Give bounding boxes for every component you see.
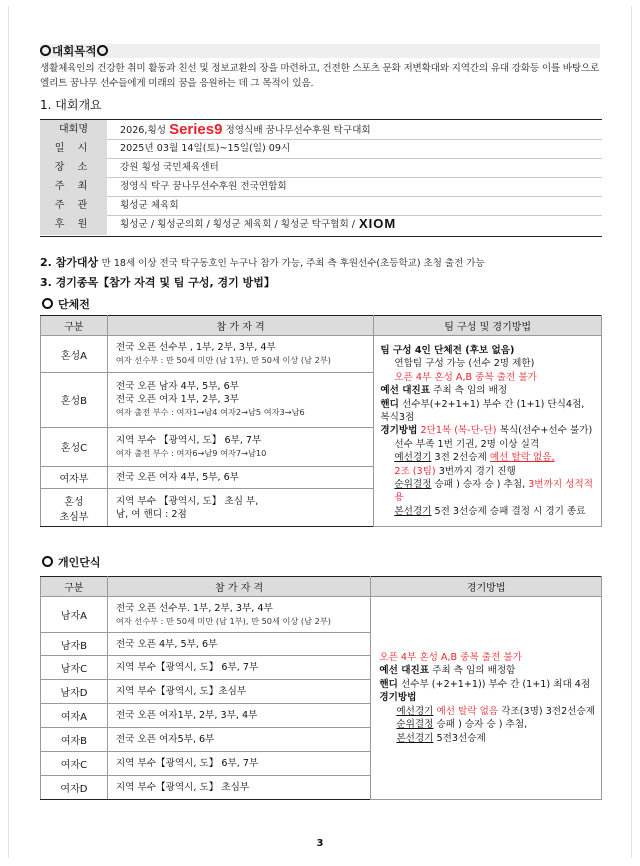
category-cell: 남자B [41, 633, 108, 656]
event-series: Series9 [169, 121, 223, 138]
col-header-eligibility: 참 가 자 격 [107, 316, 373, 336]
eligibility-line: 지역 부수 【광역시, 도】 초심 부, [115, 495, 259, 507]
col-header-eligibility: 참 가 자 격 [107, 577, 370, 597]
category-cell [41, 489, 108, 527]
method-line: 선수 부족 1번 기권, 2명 이상 실격 [394, 438, 540, 450]
event-name-suffix: 정영식배 꿈나무선수후원 탁구대회 [225, 125, 371, 136]
eligibility-cell [107, 373, 373, 428]
purpose-body: 생활체육인의 건강한 취미 활동과 친선 및 정보교환의 장을 마련하고, 건전한 스포츠 문화 저변확대와 지역간의 유대 강화등 이를 바탕으로 엘리트 꿈나무 선수들에게 미래의 꿈을 응원하는 데 그 목적이 있음. [40, 63, 600, 89]
page-number: 3 [316, 838, 324, 849]
team-subheading [42, 298, 90, 312]
circle-bullet-icon [97, 45, 108, 56]
method-line: 핸디 선수부(+2+1+1) 부수 간 (1+1) 단식4점, 복식3점 [380, 398, 585, 424]
overview-value-sponsors [120, 215, 423, 234]
individual-method-cell [371, 597, 602, 800]
eligibility-note: 여자 선수부 : 만 50세 미만 (남 1부), 만 50세 이상 (남 2부) [115, 615, 331, 626]
method-line: 경기방법 [379, 692, 417, 704]
section1-title: 1. 대회개요 [40, 98, 102, 112]
circle-bullet-icon [42, 298, 53, 309]
purpose-heading [40, 44, 600, 58]
overview-row-date [40, 139, 602, 159]
eligibility-cell: 전국 오픈 여자 4부, 5부, 6부 [107, 466, 373, 489]
method-line: 본선경기 5전 3선승제 승패 결정 시 경기 종료 [394, 505, 586, 517]
table-row [41, 597, 602, 633]
method-line: 예선경기 3전 2선승제 예선 탈락 없음, [394, 452, 555, 464]
eligibility-line: 전국 오픈 선수부 , 1부, 2부, 3부, 4부 [115, 342, 276, 353]
eligibility-note: 여자 출전 부수 : 여자6→남9 여자7→남10 [115, 447, 267, 458]
category-cell: 여자B [41, 728, 108, 752]
overview-row-name [40, 120, 602, 140]
method-line: 핸디 선수부 (+2+1+1)) 부수 간 (1+1) 최대 4점 [379, 678, 591, 690]
overview-label: 일 시 [40, 139, 107, 158]
overview-label: 주 최 [40, 177, 107, 196]
method-line: 예선 대진표 주최 측 임의 배정함 [379, 665, 516, 677]
method-line: 오픈 4부 혼성 A,B 중복 출전 불가 [394, 371, 537, 383]
category-cell: 혼성B [41, 373, 108, 428]
team-subtitle: 단체전 [58, 298, 90, 311]
eligibility-cell: 전국 오픈 여자5부, 6부 [107, 728, 370, 752]
eligibility-cell: 전국 오픈 4부, 5부, 6부 [107, 633, 370, 656]
overview-value: 횡성군 체육회 [120, 200, 179, 211]
overview-bottom-rule [40, 236, 602, 237]
method-line: 연합팀 구성 가능 (선수 2명 제한) [394, 358, 535, 370]
method-line: 본선경기 5전3선승제 [396, 732, 486, 744]
category-cell: 혼성C [41, 427, 108, 466]
method-line: 2조 (3팀) 3번까지 경기 진행 [394, 465, 516, 477]
eligibility-line: 전국 오픈 남자 4부, 5부, 6부 [115, 381, 239, 393]
method-line: 예선 대진표 주최 측 임의 배정 [380, 385, 508, 397]
category-cell: 여자A [41, 704, 108, 728]
eligibility-line: 전국 오픈 선수부. 1부, 2부, 3부, 4부 [115, 602, 273, 614]
method-line: 예선경기 예선 탈락 없음 각조(3명) 3전2선승제 [396, 705, 595, 717]
eligibility-cell [107, 597, 370, 633]
overview-row-host [40, 177, 602, 197]
sponsor-list: 횡성군 / 횡성군의회 / 횡성군 체육회 / 횡성군 탁구협회 / [120, 219, 355, 230]
category-cell: 여자D [41, 776, 108, 800]
event-name-prefix: 2026,횡성 [120, 125, 166, 136]
overview-label: 후 원 [40, 215, 107, 235]
table-row [41, 336, 602, 373]
individual-table-header [41, 577, 602, 597]
team-method-cell [374, 336, 602, 527]
overview-label: 장 소 [40, 158, 107, 177]
eligibility-cell: 지역 부수【광역시, 도】초심부 [107, 680, 370, 704]
category-cell: 남자A [41, 597, 108, 633]
eligibility-cell: 지역 부수【광역시, 도】 6부, 7부 [107, 656, 370, 680]
eligibility-note: 여자 선수부 : 만 50세 미만 (남 1부), 만 50세 이상 (남 2부) [115, 355, 331, 365]
col-header-method: 팀 구성 및 경기방법 [374, 316, 602, 336]
col-header-method: 경기방법 [371, 577, 602, 597]
overview-label: 주 관 [40, 196, 107, 215]
category-line: 초심부 [59, 511, 89, 523]
method-line: 팀 구성 4인 단체전 (후보 없음) [380, 345, 515, 356]
section2-title: 2. 참가대상 [40, 256, 99, 269]
xiom-logo-image [359, 217, 423, 229]
overview-value: 정영식 탁구 꿈나무선수후원 전국연합회 [120, 181, 287, 192]
method-line: 순위결정 승패 ) 승자 승 ) 추첨, 3번까지 성적적용 [394, 479, 593, 504]
overview-row-venue [40, 158, 602, 178]
eligibility-cell: 지역 부수【광역시, 도】 6부, 7부 [107, 752, 370, 776]
overview-row-sponsor [40, 215, 602, 235]
eligibility-cell: 전국 오픈 여자1부, 2부, 3부, 4부 [107, 704, 370, 728]
category-cell: 여자C [41, 752, 108, 776]
individual-subtitle: 개인단식 [58, 556, 101, 569]
category-cell: 혼성A [41, 336, 108, 373]
eligibility-line: 전국 오픈 여자 1부, 2부, 3부 [115, 394, 239, 406]
method-line: 경기방법 2단1복 (복-단-단) 복식(선수+선수 불가) [380, 425, 593, 437]
col-header-category: 구분 [41, 316, 108, 336]
team-table-header [41, 316, 602, 336]
individual-subheading [42, 556, 101, 570]
purpose-title: 대회목적 [52, 44, 97, 58]
eligibility-note: 여자 출전 부수 : 여자1→남4 여자2→남5 여자3→남6 [115, 407, 305, 418]
method-line: 순위결정 승패 ) 승자 승 ) 추첨, [396, 719, 528, 731]
team-table [40, 315, 602, 527]
xiom-logo-text: XIOM [359, 217, 397, 229]
overview-value: 2025년 03월 14일(토)~15일(일) 09시 [120, 143, 291, 154]
overview-label: 대회명 [40, 120, 107, 139]
circle-bullet-icon [40, 45, 51, 56]
eligibility-cell [107, 489, 373, 527]
circle-bullet-icon [42, 556, 53, 567]
eligibility-cell [107, 427, 373, 466]
method-line: 오픈 4부 혼성 A,B 중복 출전 불가 [379, 652, 522, 664]
section2 [40, 255, 485, 272]
overview-value: 강원 횡성 국민체육센터 [120, 162, 219, 173]
xiom-logo [359, 217, 423, 237]
individual-table [40, 576, 602, 800]
overview-row-organizer [40, 196, 602, 216]
eligibility-line: 남, 여 핸디 : 2점 [115, 508, 187, 520]
section3-title: 3. 경기종목【참가 자격 및 팀 구성, 경기 방법】 [40, 276, 275, 289]
category-cell: 남자C [41, 656, 108, 680]
category-cell: 남자D [41, 680, 108, 704]
eligibility-line: 지역 부수 【광역시, 도】 6부, 7부 [115, 434, 262, 446]
section2-text: 만 18세 이상 전국 탁구동호인 누구나 참가 가능, 주최 측 후원선수(초등학교) 초청 출전 가능 [101, 258, 485, 269]
col-header-category: 구분 [41, 577, 108, 597]
overview-value-event-name [120, 120, 371, 139]
category-line: 혼성 [64, 496, 84, 508]
category-cell: 여자부 [41, 466, 108, 489]
eligibility-cell [107, 336, 373, 373]
eligibility-cell: 지역 부수【광역시, 도】 초심부 [107, 776, 370, 800]
